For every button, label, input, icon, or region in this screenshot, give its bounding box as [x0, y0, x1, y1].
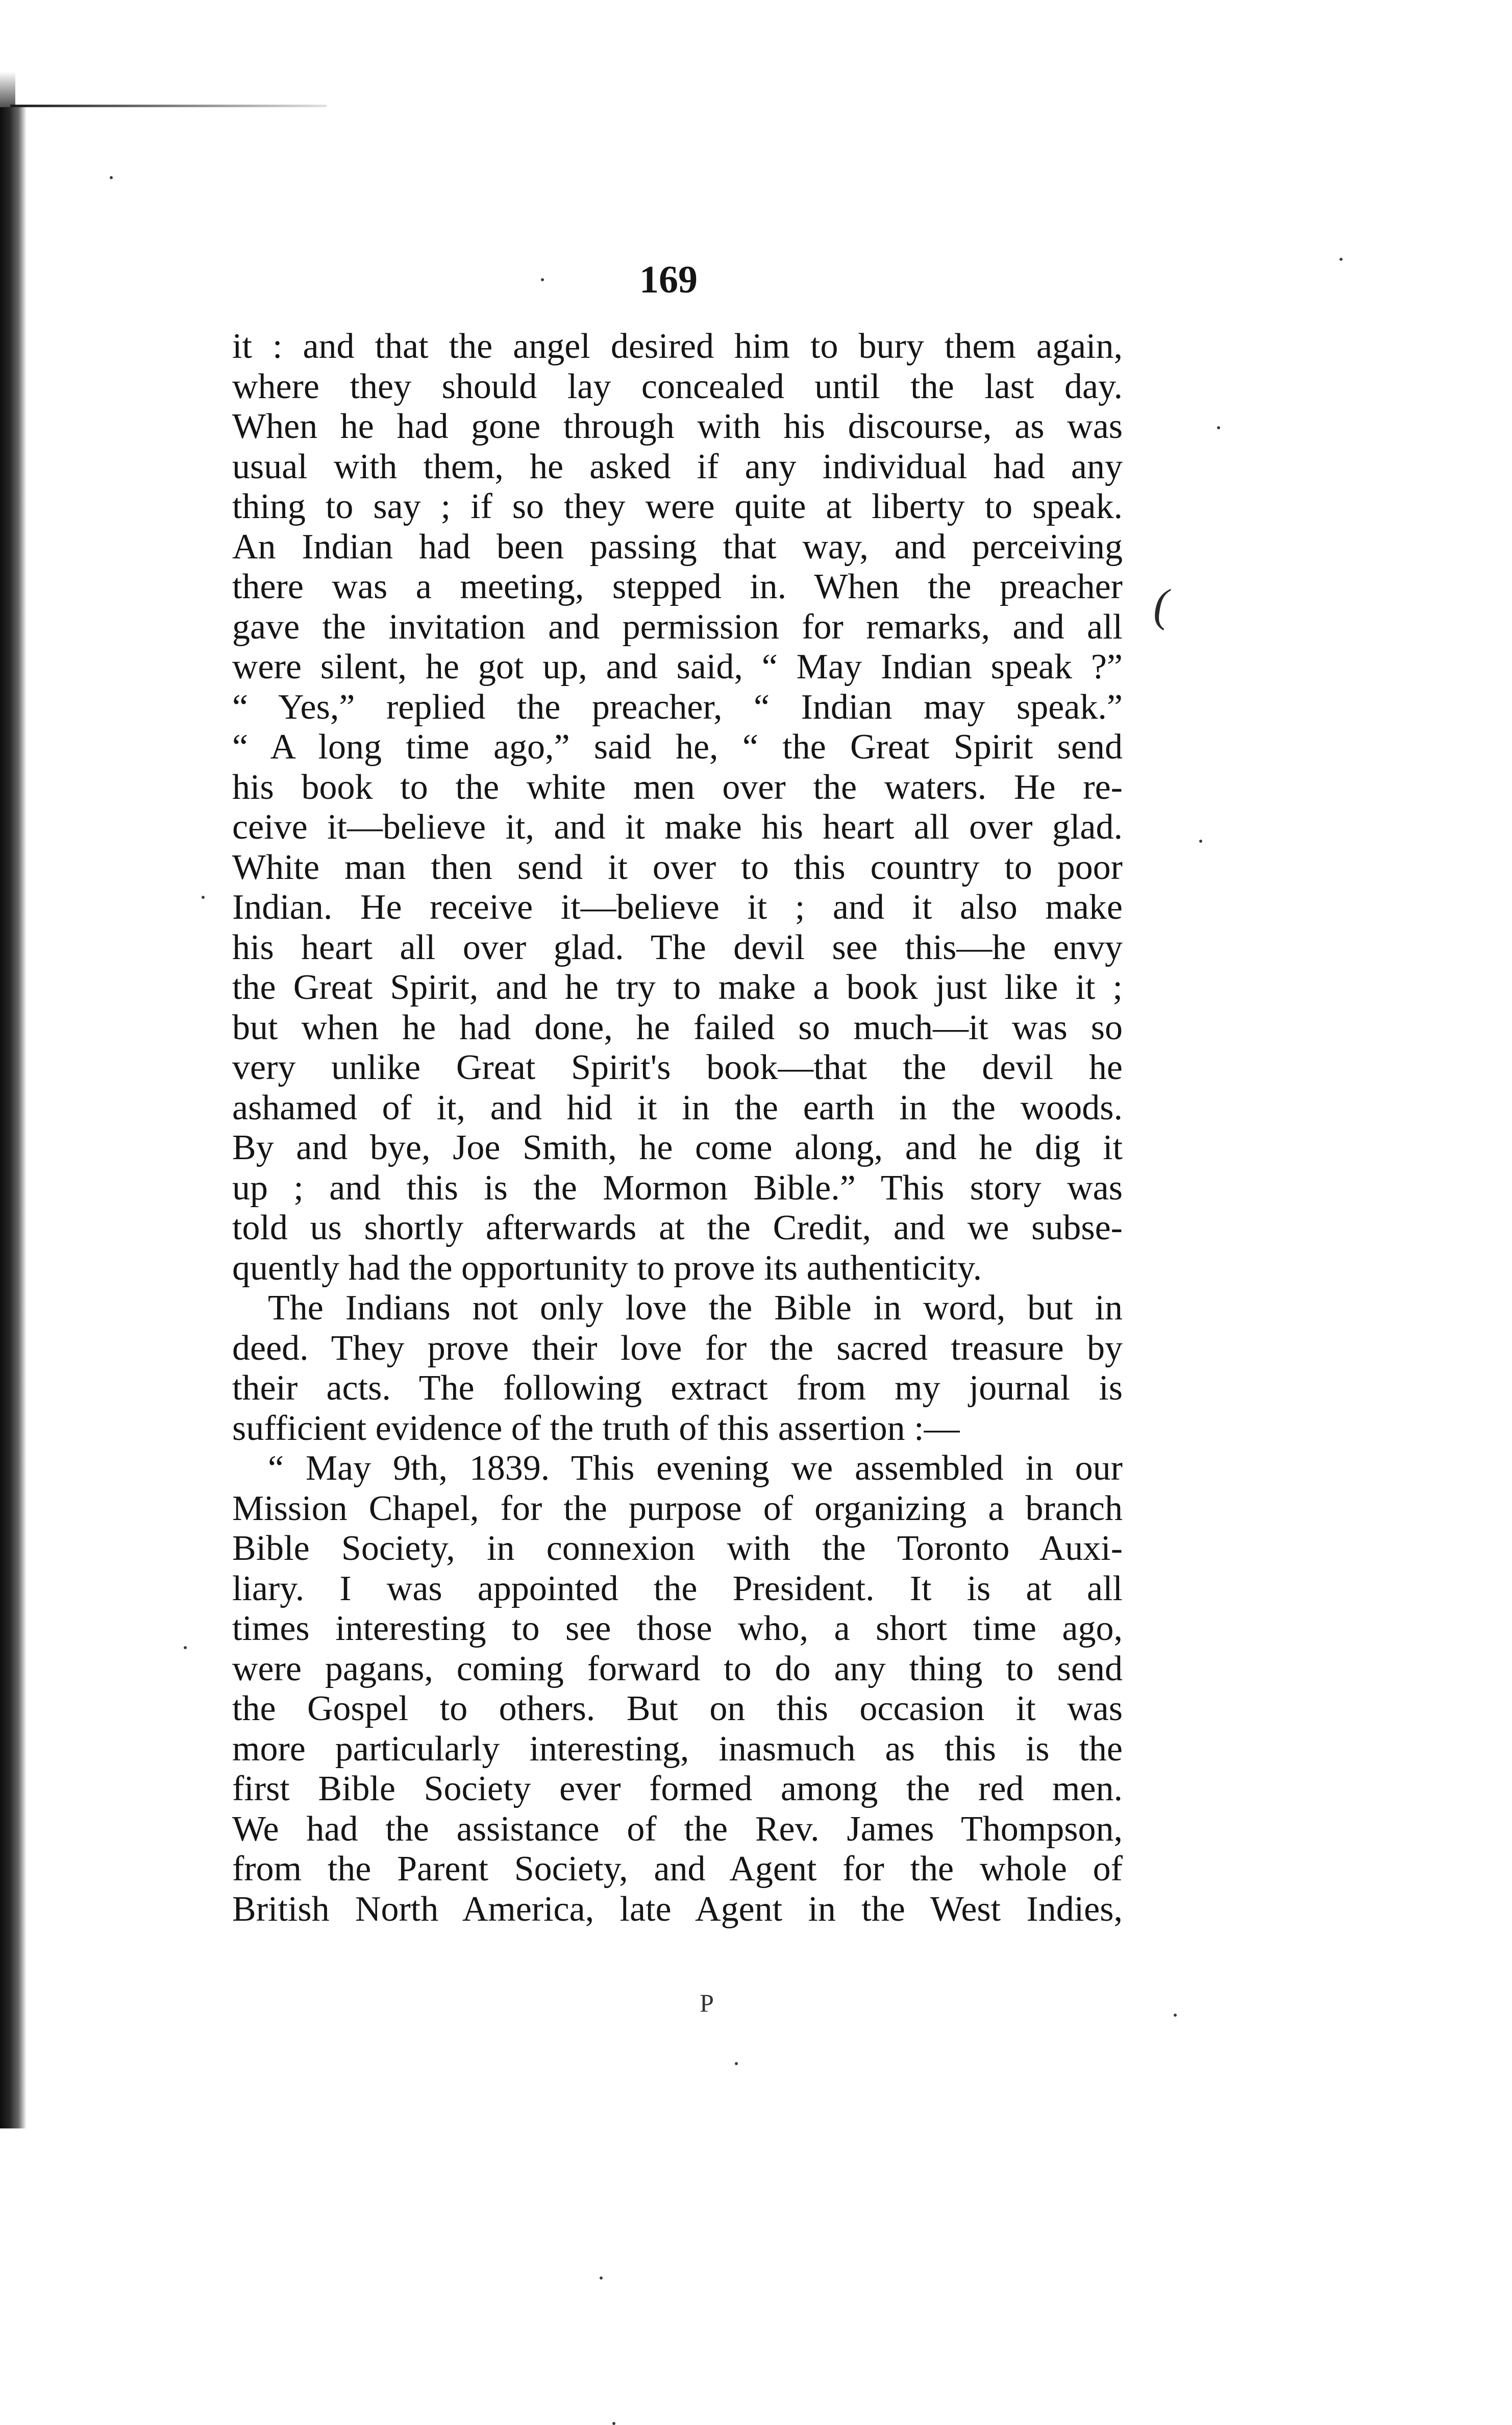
text-line: were silent, he got up, and said, “ May Indian speak ?”	[232, 647, 1123, 687]
text-line: very unlike Great Spirit's book—that the devil he	[232, 1048, 1123, 1087]
scan-speck	[1199, 840, 1202, 843]
text-line: Bible Society, in connexion with the Toronto Auxi-	[232, 1529, 1123, 1568]
text-line: ceive it—believe it, and it make his heart all over glad.	[232, 807, 1123, 847]
page-edge-rule	[10, 105, 327, 107]
binding-shadow	[0, 107, 27, 2128]
text-line: ashamed of it, and hid it in the earth in the woods.	[232, 1088, 1123, 1128]
scan-speck	[612, 2422, 615, 2425]
scan-speck	[1217, 426, 1220, 429]
text-line: there was a meeting, stepped in. When the preacher	[232, 567, 1123, 606]
text-line: We had the assistance of the Rev. James Thompson,	[232, 1809, 1123, 1849]
text-line: his heart all over glad. The devil see this—he envy	[232, 927, 1123, 967]
text-line: By and bye, Joe Smith, he come along, and he dig it	[232, 1128, 1123, 1167]
text-line: were pagans, coming forward to do any thing to send	[232, 1649, 1123, 1688]
text-line: it : and that the angel desired him to bury them again,	[232, 327, 1123, 366]
body-text	[232, 327, 1123, 1929]
text-line: When he had gone through with his discourse, as was	[232, 407, 1123, 446]
text-line: more particularly interesting, inasmuch as this is the	[232, 1729, 1123, 1769]
text-line: his book to the white men over the waters. He re-	[232, 767, 1123, 807]
text-line: but when he had done, he failed so much—it was so	[232, 1008, 1123, 1047]
text-line: usual with them, he asked if any individual had any	[232, 447, 1123, 486]
text-line: deed. They prove their love for the sacred treasure by	[232, 1328, 1123, 1368]
scan-speck	[541, 278, 544, 281]
text-line: times interesting to see those who, a short time ago,	[232, 1609, 1123, 1648]
scan-speck	[110, 176, 113, 179]
text-line: “ Yes,” replied the preacher, “ Indian may speak.”	[232, 687, 1123, 727]
scan-speck	[202, 896, 205, 899]
text-line: from the Parent Society, and Agent for the whole of	[232, 1849, 1123, 1889]
text-line: liary. I was appointed the President. It is at all	[232, 1569, 1123, 1608]
text-line: gave the invitation and permission for remarks, and all	[232, 607, 1123, 647]
text-line: “ May 9th, 1839. This evening we assembled in our	[268, 1449, 1123, 1488]
text-line: first Bible Society ever formed among the red men.	[232, 1769, 1123, 1808]
scan-speck	[735, 2062, 738, 2065]
text-line: Indian. He receive it—believe it ; and it also make	[232, 888, 1123, 927]
text-line: the Great Spirit, and he try to make a book just like it ;	[232, 968, 1123, 1007]
printer-signature-mark: P	[700, 1989, 714, 2017]
text-line: where they should lay concealed until the last day.	[232, 366, 1123, 406]
text-line: Mission Chapel, for the purpose of organizing a branch	[232, 1488, 1123, 1528]
text-line: their acts. The following extract from my journal is	[232, 1368, 1123, 1408]
text-line: up ; and this is the Mormon Bible.” This story was	[232, 1168, 1123, 1208]
scan-speck	[1340, 258, 1343, 261]
scan-speck	[600, 2276, 603, 2280]
text-line: The Indians not only love the Bible in word, but in	[268, 1288, 1123, 1328]
text-line: An Indian had been passing that way, and perceiving	[232, 527, 1123, 567]
text-line: White man then send it over to this country to poor	[232, 847, 1123, 887]
scan-speck	[184, 1646, 187, 1649]
text-line: “ A long time ago,” said he, “ the Great Spirit send	[232, 727, 1123, 767]
text-line: told us shortly afterwards at the Credit, and we subse-	[232, 1208, 1123, 1247]
scan-speck	[1174, 2014, 1177, 2017]
text-line: thing to say ; if so they were quite at liberty to speak.	[232, 487, 1123, 526]
margin-pencil-mark: (	[1153, 580, 1169, 631]
text-line: the Gospel to others. But on this occasion it was	[232, 1689, 1123, 1728]
page-number: 169	[639, 258, 698, 301]
text-line: British North America, late Agent in the West Indies,	[232, 1889, 1123, 1929]
text-line: quently had the opportunity to prove its authenticity.	[232, 1248, 982, 1288]
text-line: sufficient evidence of the truth of this assertion :—	[232, 1408, 960, 1448]
